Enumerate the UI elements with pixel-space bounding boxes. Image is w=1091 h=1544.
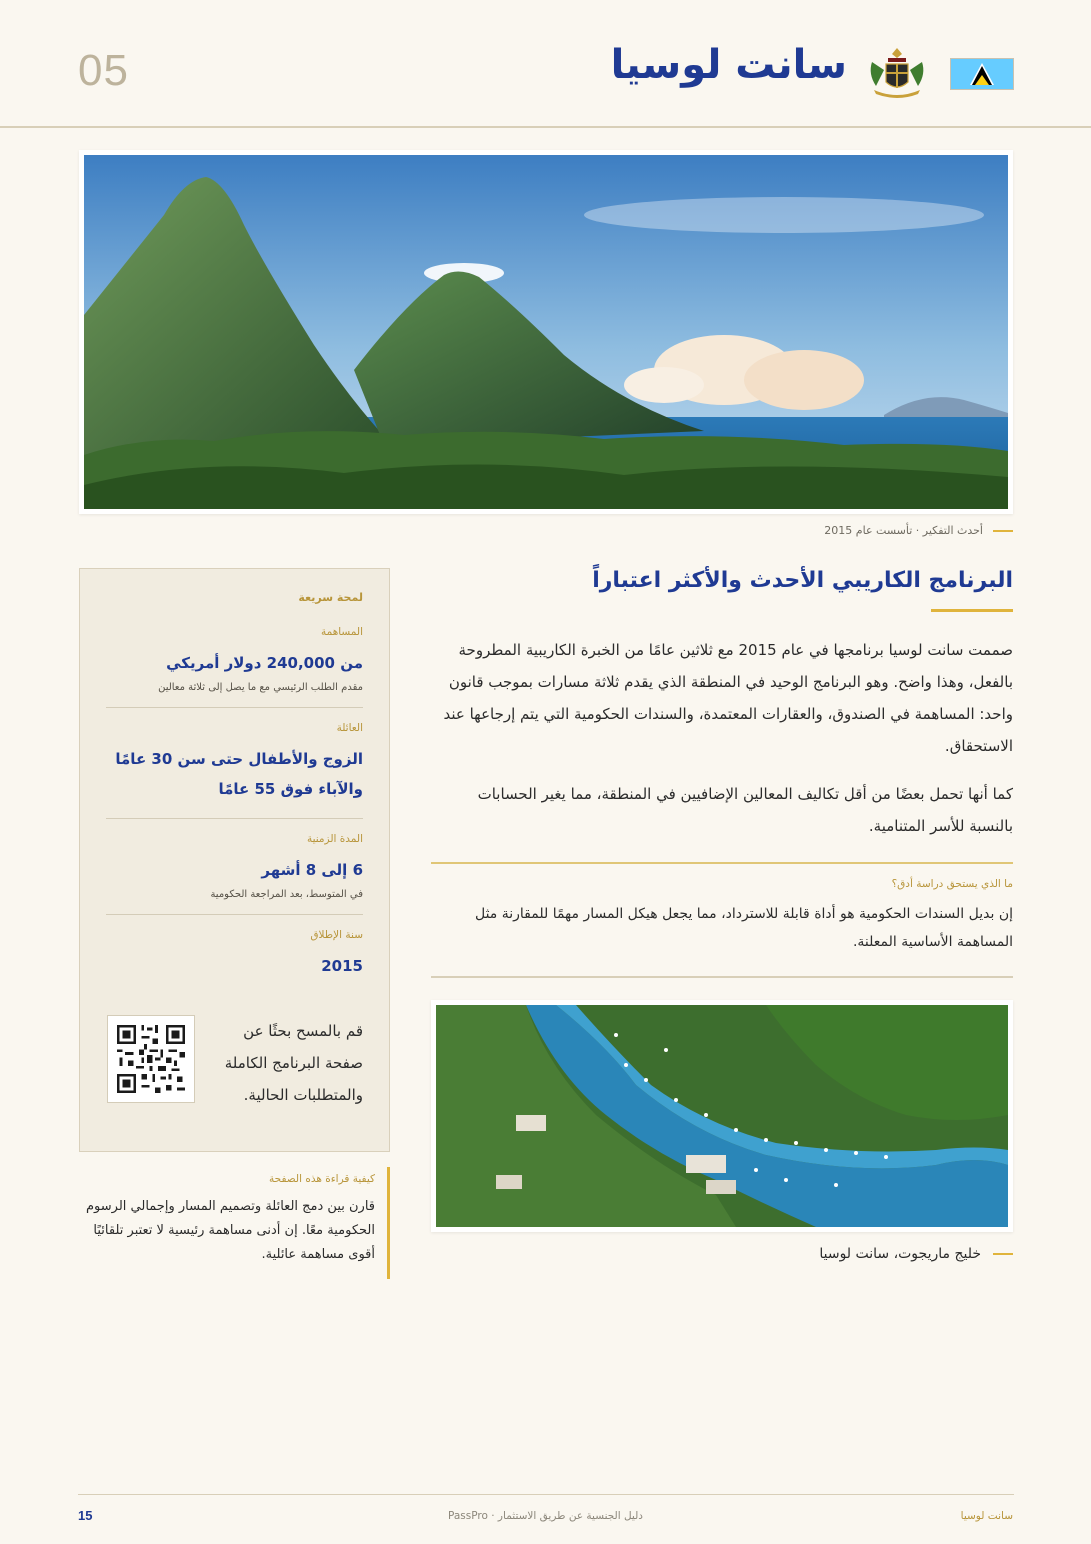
fact-value: 2015 — [321, 957, 363, 975]
how-to-read-note — [79, 1167, 390, 1279]
country-title: سانت لوسيا — [610, 42, 847, 88]
header-divider — [0, 126, 1091, 128]
fact-sub: مقدم الطلب الرئيسي مع ما يصل إلى ثلاثة معالين — [158, 682, 363, 693]
fact-value: من 240,000 دولار أمريكي — [166, 654, 363, 672]
page-number: 15 — [78, 1508, 93, 1523]
marigot-bay-photo — [431, 1000, 1013, 1232]
fact-timeline — [106, 833, 363, 915]
fact-label: سنة الإطلاق — [310, 929, 363, 941]
howto-text: قارن بين دمج العائلة وتصميم المسار وإجمالي الرسوم الحكومية معًا. إن أدنى مساهمة رئيسية لا تعتبر تلقائيًا أقوى مساهمة عائلية. — [86, 1199, 375, 1262]
fact-launch-year — [106, 929, 363, 995]
footer-divider — [78, 1494, 1014, 1495]
hero-caption-text: أحدث التفكير · تأسست عام 2015 — [824, 524, 983, 537]
section-title: البرنامج الكاريبي الأحدث والأكثر اعتباراً — [592, 568, 1013, 593]
coat-of-arms-icon — [866, 44, 928, 102]
insight-box — [431, 862, 1013, 978]
hero-caption — [824, 524, 1013, 537]
fact-family — [106, 722, 363, 819]
howto-label: كيفية قراءة هذه الصفحة — [269, 1173, 375, 1185]
flag-icon — [950, 58, 1014, 90]
caption-dash — [993, 1253, 1013, 1255]
body-paragraph-1: صممت سانت لوسيا برنامجها في عام 2015 مع ثلاثين عامًا من الخبرة الكاريبية المطروحة بالفعل، وهذا واضح. وهو البرنامج الوحيد في المنطقة الذي يقدم ثلاثة مسارات بموجب قانون واحد: المساهمة في الصندوق، والعقارات المعتمدة، والسندات الحكومية التي يتم إرجاعها عند الاستحقاق. — [443, 641, 1013, 755]
photo2-caption-text: خليج ماريجوت، سانت لوسيا — [819, 1246, 981, 1262]
footer-publication: دليل الجنسية عن طريق الاستثمار · PassPro — [448, 1510, 643, 1522]
fact-value: 6 إلى 8 أشهر — [261, 861, 363, 879]
fact-sub: في المتوسط، بعد المراجعة الحكومية — [210, 889, 363, 900]
photo2-caption — [431, 1246, 1013, 1262]
hero-photo-pitons — [79, 150, 1013, 514]
chapter-number: 05 — [78, 46, 129, 95]
footer-section-name: سانت لوسيا — [960, 1510, 1013, 1522]
qr-section — [106, 1015, 363, 1111]
main-column — [431, 560, 1013, 1262]
sidebar-heading: لمحة سريعة — [298, 591, 363, 604]
fact-label: العائلة — [336, 722, 363, 734]
fact-label: المدة الزمنية — [306, 833, 363, 845]
fact-contribution — [106, 626, 363, 708]
body-paragraph-2: كما أنها تحمل بعضًا من أقل تكاليف المعالين الإضافيين في المنطقة، مما يغير الحسابات بالنسبة للأسر المتنامية. — [477, 785, 1013, 835]
insight-text: إن بديل السندات الحكومية هو أداة قابلة للاسترداد، مما يجعل هيكل المسار مهمًا للمقارنة مثل المساهمة الأساسية المعلنة. — [474, 906, 1013, 950]
fact-value: الزوج والأطفال حتى سن 30 عامًا والآباء فوق 55 عامًا — [115, 750, 363, 798]
qr-code-icon[interactable] — [107, 1015, 195, 1103]
title-underline — [931, 609, 1013, 612]
quick-facts-sidebar — [79, 568, 390, 1152]
fact-label: المساهمة — [321, 626, 363, 638]
qr-instruction: قم بالمسح بحثًا عن صفحة البرنامج الكاملة والمتطلبات الحالية. — [224, 1022, 363, 1104]
caption-dash — [993, 530, 1013, 532]
insight-label: ما الذي يستحق دراسة أدق؟ — [891, 878, 1013, 890]
